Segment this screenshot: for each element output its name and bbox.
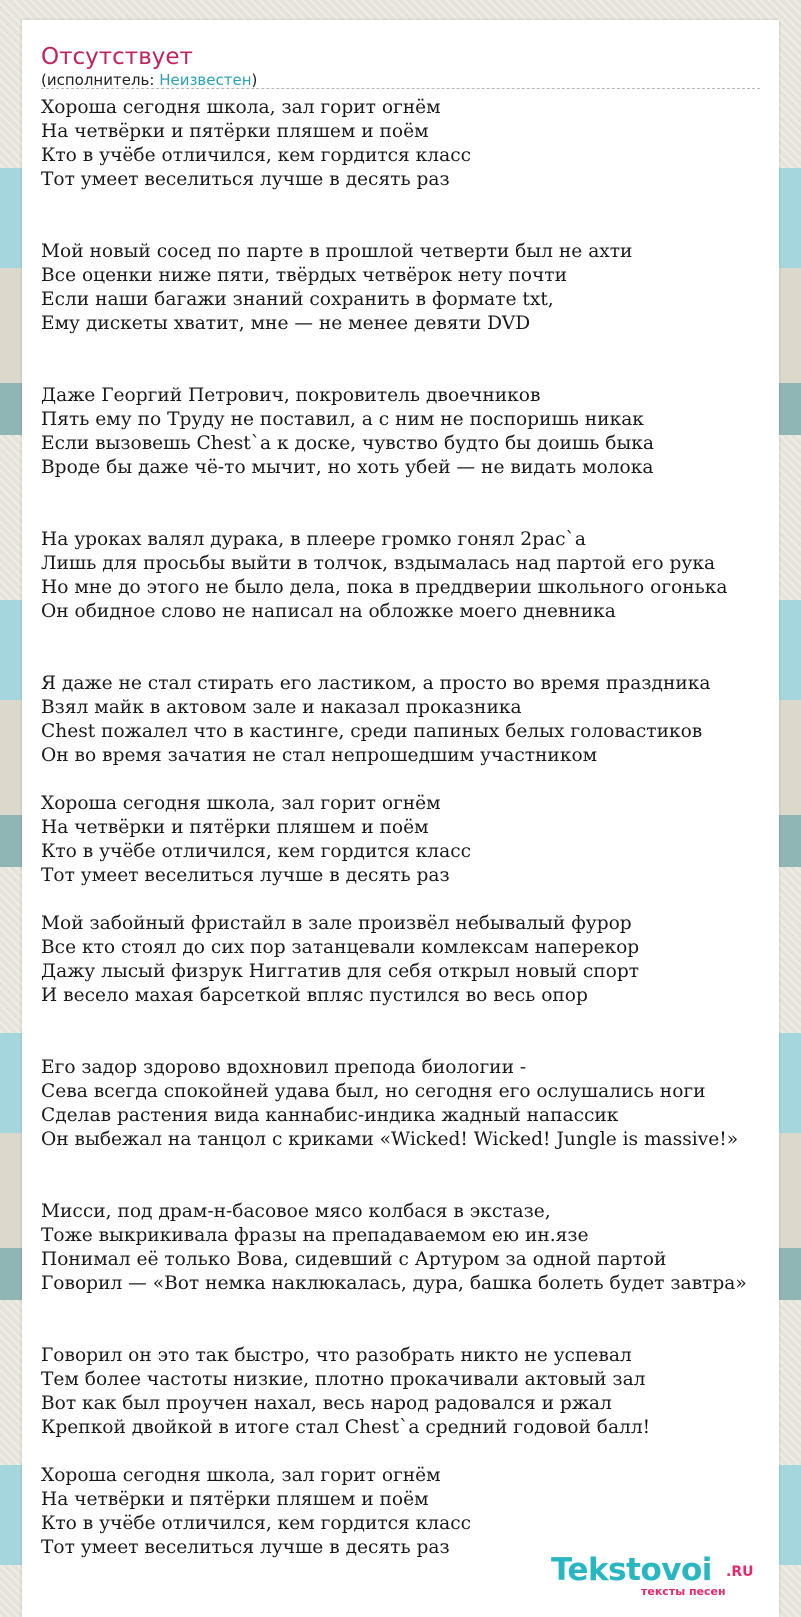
- lyrics-card: [22, 20, 779, 1617]
- lyric-line: Мой забойный фристайл в зале произвёл небывалый фурор: [41, 913, 632, 934]
- lyric-line: Взял майк в актовом зале и наказал проказника: [41, 697, 522, 718]
- lyric-line: Тот умеет веселиться лучше в десять раз: [41, 865, 450, 886]
- lyric-line: Тот умеет веселиться лучше в десять раз: [41, 169, 450, 190]
- lyric-line: Кто в учёбе отличился, кем гордится класс: [41, 841, 472, 862]
- lyric-line: Говорил он это так быстро, что разобрать никто не успевал: [41, 1345, 632, 1366]
- logo-domain: .RU: [726, 1564, 754, 1580]
- lyric-line: Лишь для просьбы выйти в толчок, вздымалась над партой его рука: [41, 553, 716, 574]
- logo-tagline: тексты песен: [641, 1585, 726, 1598]
- lyric-line: Хороша сегодня школа, зал горит огнём: [41, 793, 441, 814]
- lyric-line: Вот как был проучен нахал, весь народ радовался и ржал: [41, 1393, 612, 1414]
- lyric-line: [41, 1176, 801, 1200]
- lyrics-text: [41, 96, 801, 1560]
- lyric-line: [41, 888, 801, 912]
- lyric-line: На четвёрки и пятёрки пляшем и поём: [41, 1489, 429, 1510]
- artist-suffix: ): [251, 71, 258, 89]
- lyric-line: [41, 648, 801, 672]
- lyric-line: Сева всегда спокойней удава был, но сегодня его ослушались ноги: [41, 1081, 706, 1102]
- lyric-line: [41, 1008, 801, 1032]
- lyric-line: [41, 768, 801, 792]
- lyric-line: Понимал её только Вова, сидевший с Артуром за одной партой: [41, 1249, 667, 1270]
- lyric-line: Хороша сегодня школа, зал горит огнём: [41, 1465, 441, 1486]
- lyric-line: [41, 216, 801, 240]
- lyric-line: Кто в учёбе отличился, кем гордится класс: [41, 145, 472, 166]
- site-logo[interactable]: [551, 1550, 761, 1606]
- lyric-line: Но мне до этого не было дела, пока в преддверии школьного огонька: [41, 577, 728, 598]
- logo-wordmark: Tekstovoi: [551, 1552, 712, 1588]
- lyric-line: Он во время зачатия не стал непрошедшим участником: [41, 745, 598, 766]
- lyric-line: [41, 192, 801, 216]
- song-title: Отсутствует: [41, 44, 193, 70]
- lyric-line: [41, 624, 801, 648]
- lyric-line: [41, 1320, 801, 1344]
- lyric-line: Если наши багажи знаний сохранить в формате txt,: [41, 289, 554, 310]
- lyric-line: [41, 336, 801, 360]
- lyric-line: И весело махая барсеткой впляс пустился во весь опор: [41, 985, 588, 1006]
- lyric-line: Я даже не стал стирать его ластиком, а просто во время праздника: [41, 673, 711, 694]
- lyric-line: [41, 1032, 801, 1056]
- lyric-line: Мой новый сосед по парте в прошлой четверти был не ахти: [41, 241, 633, 262]
- title-divider: [41, 88, 760, 89]
- lyric-line: Все кто стоял до сих пор затанцевали комлексам наперекор: [41, 937, 640, 958]
- lyric-line: На четвёрки и пятёрки пляшем и поём: [41, 817, 429, 838]
- lyric-line: Его задор здорово вдохновил препода биологии -: [41, 1057, 527, 1078]
- lyric-line: Пять ему по Труду не поставил, а с ним не поспоришь никак: [41, 409, 644, 430]
- lyric-line: Дажу лысый физрук Ниггатив для себя открыл новый спорт: [41, 961, 640, 982]
- lyric-line: Сделав растения вида каннабис-индика жадный напассик: [41, 1105, 619, 1126]
- lyric-line: Тот умеет веселиться лучше в десять раз: [41, 1537, 450, 1558]
- lyric-line: Тем более частоты низкие, плотно прокачивали актовый зал: [41, 1369, 646, 1390]
- artist-prefix: (исполнитель:: [41, 71, 160, 89]
- lyric-line: Если вызовешь Chest`а к доске, чувство будто бы доишь быка: [41, 433, 654, 454]
- lyric-line: Крепкой двойкой в итоге стал Chest`а средний годовой балл!: [41, 1417, 651, 1438]
- lyric-line: Chest пожалел что в кастинге, среди папиных белых головастиков: [41, 721, 703, 742]
- lyric-line: Он обидное слово не написал на обложке моего дневника: [41, 601, 616, 622]
- lyric-line: Хороша сегодня школа, зал горит огнём: [41, 97, 441, 118]
- lyric-line: Даже Георгий Петрович, покровитель двоечников: [41, 385, 541, 406]
- lyric-line: Вроде бы даже чё-то мычит, но хоть убей — не видать молока: [41, 457, 654, 478]
- lyric-line: Он выбежал на танцол с криками «Wicked! Wicked! Jungle is massive!»: [41, 1129, 739, 1150]
- lyric-line: Все оценки ниже пяти, твёрдых четвёрок нету почти: [41, 265, 567, 286]
- lyric-line: Кто в учёбе отличился, кем гордится класс: [41, 1513, 472, 1534]
- lyric-line: Мисси, под драм-н-басовое мясо колбася в экстазе,: [41, 1201, 551, 1222]
- lyric-line: На четвёрки и пятёрки пляшем и поём: [41, 121, 429, 142]
- lyric-line: Говорил — «Вот немка наклюкалась, дура, башка болеть будет завтра»: [41, 1273, 747, 1294]
- lyric-line: [41, 1440, 801, 1464]
- lyric-line: [41, 1296, 801, 1320]
- lyric-line: [41, 480, 801, 504]
- lyric-line: Ему дискеты хватит, мне — не менее девяти DVD: [41, 313, 531, 334]
- lyric-line: На уроках валял дурака, в плеере громко гонял 2рас`а: [41, 529, 586, 550]
- lyric-line: Тоже выкрикивала фразы на препадаваемом ею ин.язе: [41, 1225, 589, 1246]
- lyric-line: [41, 360, 801, 384]
- artist-link[interactable]: Неизвестен: [159, 71, 252, 89]
- lyric-line: [41, 504, 801, 528]
- lyric-line: [41, 1152, 801, 1176]
